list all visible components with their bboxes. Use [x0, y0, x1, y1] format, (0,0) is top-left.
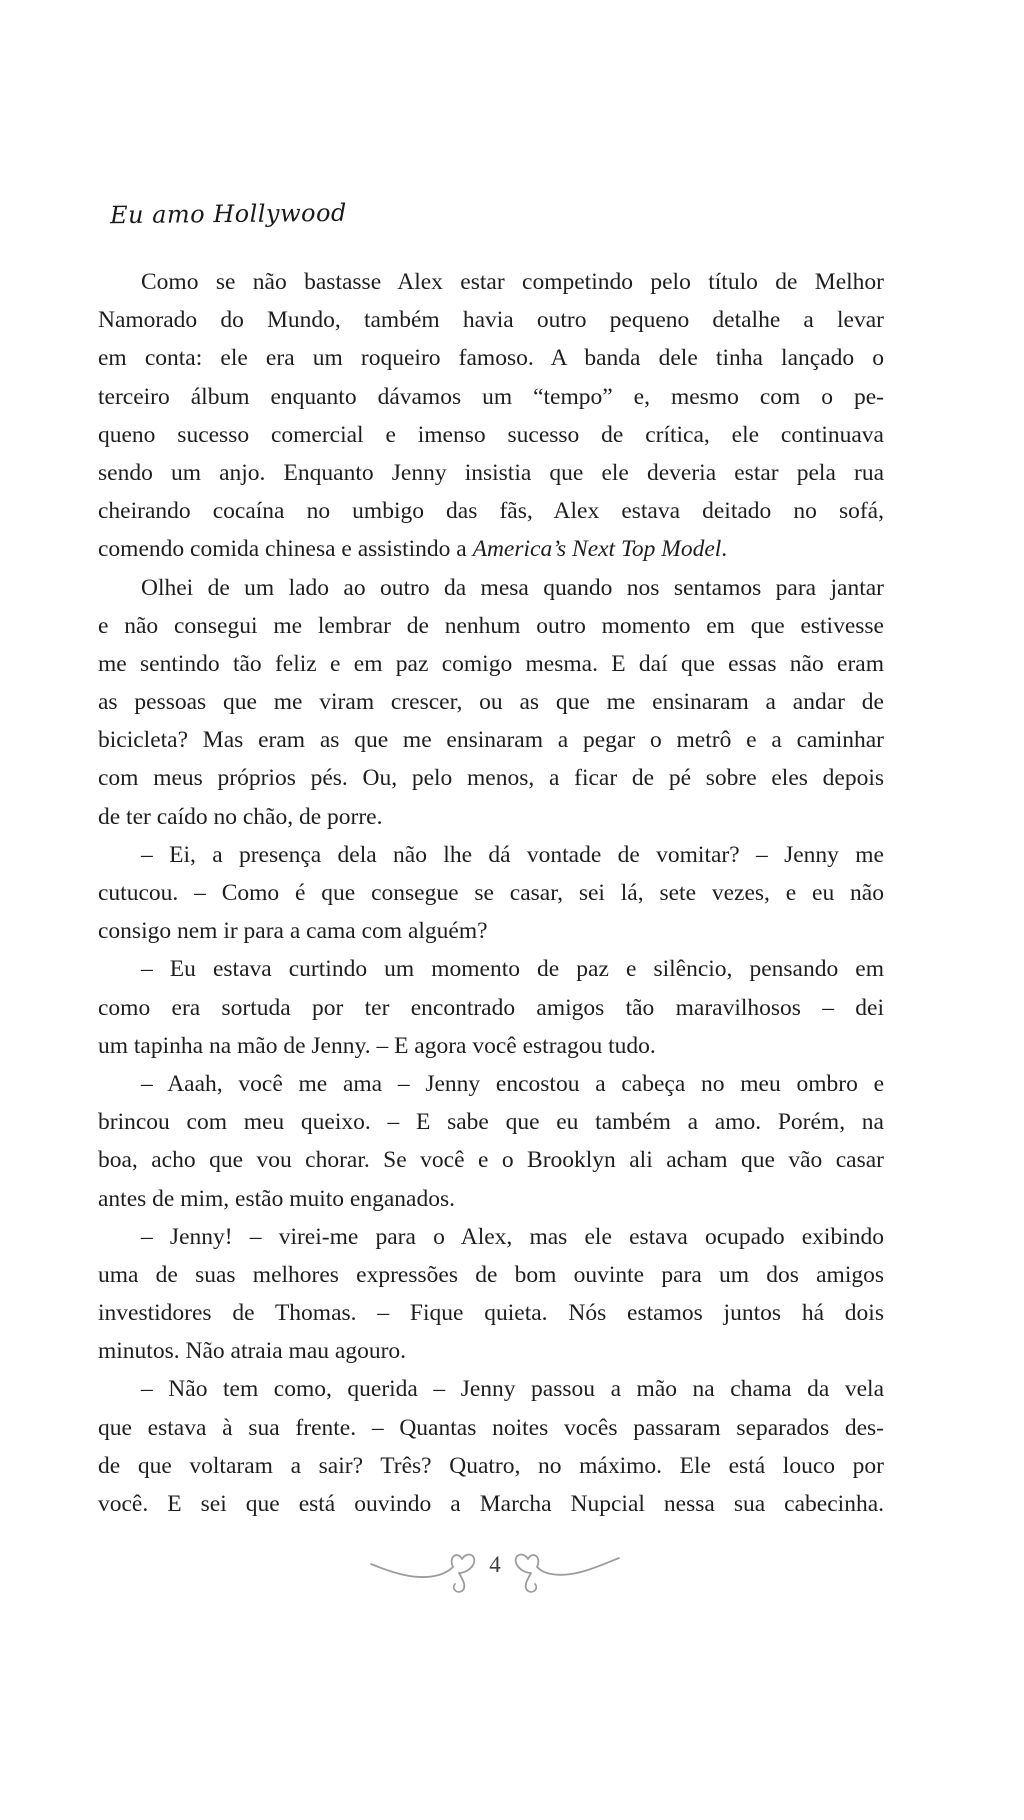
- text-line: que estava à sua frente. – Quantas noites vocês passaram separados des-: [98, 1414, 884, 1441]
- text-line: queno sucesso comercial e imenso sucesso de crítica, ele continuava: [98, 421, 884, 448]
- text-line: brincou com meu queixo. – E sabe que eu também a amo. Porém, na: [98, 1109, 884, 1136]
- text-line: de que voltaram a sair? Três? Quatro, no máximo. Ele está louco por: [98, 1452, 884, 1479]
- text-line: como era sortuda por ter encontrado amigos tão maravilhosos – dei: [98, 994, 884, 1021]
- text-line: Como se não bastasse Alex estar competindo pelo título de Melhor: [141, 269, 884, 295]
- text-line: em conta: ele era um roqueiro famoso. A banda dele tinha lançado o: [98, 345, 884, 372]
- running-header: Eu amo Hollywood: [109, 198, 347, 230]
- text-line: e não consegui me lembrar de nenhum outro momento em que estivesse: [98, 612, 884, 639]
- text-line: Olhei de um lado ao outro da mesa quando nos sentamos para jantar: [141, 574, 884, 601]
- body-text: [98, 263, 884, 1523]
- text-line: – Não tem como, querida – Jenny passou a mão na chama da vela: [141, 1376, 884, 1403]
- page-number: 4: [489, 1552, 501, 1577]
- text-line: antes de mim, estão muito enganados.: [98, 1185, 455, 1212]
- text-line: – Eu estava curtindo um momento de paz e silêncio, pensando em: [141, 956, 884, 983]
- text-line: boa, acho que vou chorar. Se você e o Brooklyn ali acham que vão casar: [98, 1147, 884, 1174]
- text-line: cutucou. – Como é que consegue se casar, sei lá, sete vezes, e eu não: [98, 880, 884, 906]
- text-line: consigo nem ir para a cama com alguém?: [98, 918, 488, 945]
- text-line: você. E sei que está ouvindo a Marcha Nupcial nessa sua cabecinha.: [98, 1491, 884, 1517]
- text-line: – Jenny! – virei-me para o Alex, mas ele estava ocupado exibindo: [141, 1223, 884, 1250]
- text-line: minutos. Não atraia mau agouro.: [98, 1338, 407, 1365]
- text-line: bicicleta? Mas eram as que me ensinaram a pegar o metrô e a caminhar: [98, 727, 884, 754]
- text-line: cheirando cocaína no umbigo das fãs, Alex estava deitado no sofá,: [98, 498, 884, 525]
- text-line: de ter caído no chão, de porre.: [98, 803, 383, 830]
- text-line: Namorado do Mundo, também havia outro pequeno detalhe a levar: [98, 307, 884, 334]
- text-line: as pessoas que me viram crescer, ou as que me ensinaram a andar de: [98, 689, 884, 716]
- text-line: – Aaah, você me ama – Jenny encostou a cabeça no meu ombro e: [141, 1070, 884, 1097]
- text-line: um tapinha na mão de Jenny. – E agora você estragou tudo.: [98, 1032, 656, 1059]
- text-line: me sentindo tão feliz e em paz comigo mesma. E daí que essas não eram: [98, 650, 884, 677]
- text-line: com meus próprios pés. Ou, pelo menos, a ficar de pé sobre eles depois: [98, 765, 884, 792]
- text-line: sendo um anjo. Enquanto Jenny insistia que ele deveria estar pela rua: [98, 459, 884, 486]
- page-footer: [365, 1548, 625, 1598]
- text-line: – Ei, a presença dela não lhe dá vontade de vomitar? – Jenny me: [141, 841, 884, 868]
- text-line: uma de suas melhores expressões de bom ouvinte para um dos amigos: [98, 1261, 884, 1288]
- text-line: terceiro álbum enquanto dávamos um “tempo” e, mesmo com o pe-: [98, 383, 884, 410]
- text-line: comendo comida chinesa e assistindo a America’s Next Top Model.: [98, 536, 728, 563]
- text-line: investidores de Thomas. – Fique quieta. Nós estamos juntos há dois: [98, 1300, 884, 1327]
